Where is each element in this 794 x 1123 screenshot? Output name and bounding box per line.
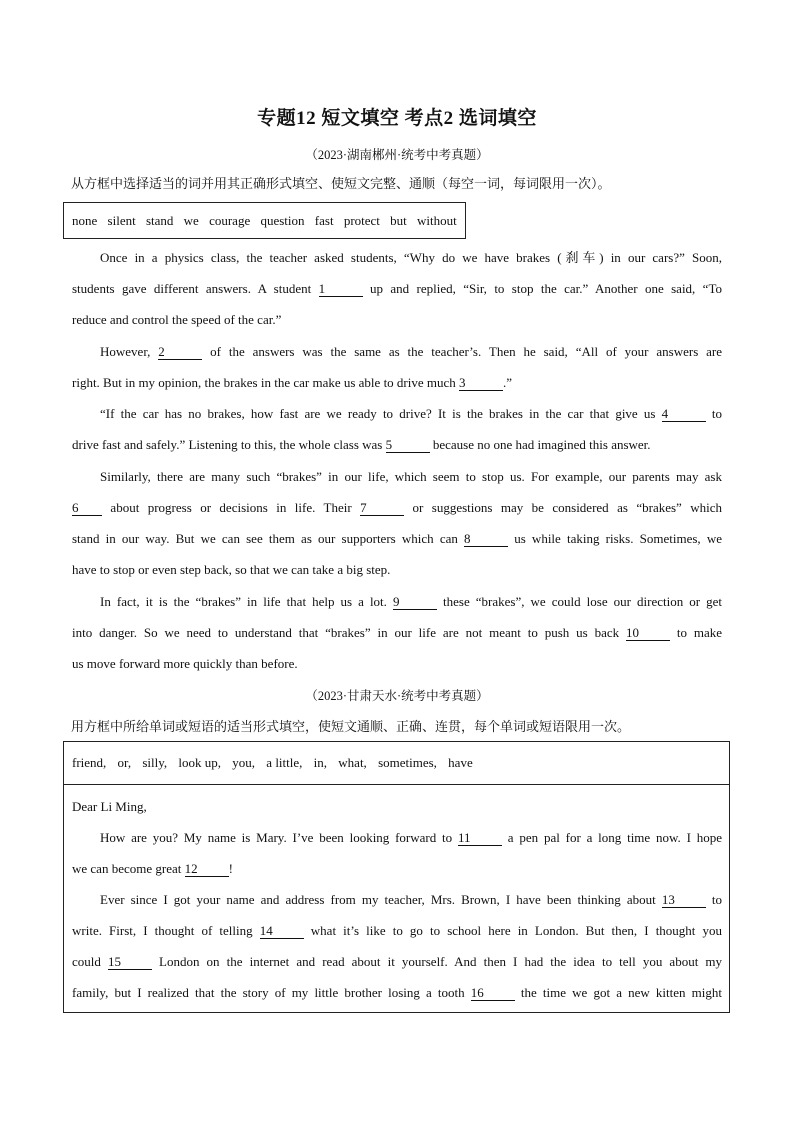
blank-6[interactable]: 6: [72, 501, 102, 516]
word-option: but: [390, 213, 407, 228]
blank-2[interactable]: 2: [158, 345, 202, 360]
word-option: or,: [117, 755, 132, 770]
blank-3[interactable]: 3: [459, 376, 503, 391]
blank-1[interactable]: 1: [319, 282, 363, 297]
letter-line: family, but I realized that the story of my little brother losing a tooth 16 the time we got a new kitten might: [72, 985, 722, 1000]
word-option: what,: [338, 755, 367, 770]
section1-word-box: [63, 202, 466, 239]
blank-14[interactable]: 14: [260, 924, 304, 939]
passage-line: 6 about progress or decisions in life. Their 7 or suggestions may be considered as “brakes” which: [72, 500, 722, 515]
letter-line: we can become great 12 !: [72, 861, 233, 876]
passage-line: right. But in my opinion, the brakes in the car make us able to drive much 3 .”: [72, 375, 513, 390]
word-option: fast: [314, 213, 334, 228]
word-option: you,: [232, 755, 256, 770]
letter-line: write. First, I thought of telling 14 what it’s like to go to school here in London. But then, I thought you: [72, 923, 723, 938]
blank-7[interactable]: 7: [360, 501, 404, 516]
word-option: in,: [313, 755, 328, 770]
word-option: friend,: [72, 755, 107, 770]
blank-9[interactable]: 9: [393, 595, 437, 610]
letter-line: How are you? My name is Mary. I’ve been looking forward to 11 a pen pal for a long time now. I hope: [100, 830, 722, 845]
passage-line: stand in our way. But we can see them as our supporters which can 8 us while taking risks. Sometimes, we: [72, 531, 722, 546]
passage-line: reduce and control the speed of the car.”: [72, 312, 282, 327]
letter-body: [72, 791, 722, 1008]
word-option: a little,: [266, 755, 303, 770]
passage-line: However, 2 of the answers was the same as the teacher’s. Then he said, “All of your answers are: [100, 344, 722, 359]
blank-13[interactable]: 13: [662, 893, 706, 908]
word-option: none: [72, 213, 98, 228]
section2-word-box: [64, 742, 729, 785]
word-option: question: [260, 213, 305, 228]
section2-instruction: 用方框中所给单词或短语的适当形式填空，使短文通顺、正确、连贯，每个单词或短语限用一次。: [71, 720, 631, 735]
word-option: have: [448, 755, 473, 770]
blank-16[interactable]: 16: [471, 986, 515, 1001]
blank-11[interactable]: 11: [458, 831, 502, 846]
word-option: look up,: [178, 755, 222, 770]
word-option: courage: [209, 213, 251, 228]
section1-source: （2023·湖南郴州·统考中考真题）: [305, 148, 489, 162]
passage-line: “If the car has no brakes, how fast are we ready to drive? It is the brakes in the car that give us 4 to: [100, 406, 722, 421]
word-option: protect: [343, 213, 380, 228]
section2-source: （2023·甘肃天水·统考中考真题）: [305, 689, 489, 703]
word-option: without: [417, 213, 457, 228]
letter-line: Ever since I got your name and address from my teacher, Mrs. Brown, I have been thinking about 13 to: [100, 892, 722, 907]
passage-line: us move forward more quickly than before.: [72, 656, 298, 671]
passage-line: into danger. So we need to understand that “brakes” in our life are not meant to push us back 10 to make: [72, 625, 723, 640]
blank-15[interactable]: 15: [108, 955, 152, 970]
page-title: 专题12 短文填空 考点2 选词填空: [257, 108, 537, 129]
word-option: silly,: [142, 755, 168, 770]
passage-line: Similarly, there are many such “brakes” in our life, which seem to stop us. For example, our parents may ask: [100, 469, 722, 484]
word-option: we: [183, 213, 199, 228]
word-option: sometimes,: [378, 755, 437, 770]
word-option: stand: [145, 213, 174, 228]
blank-10[interactable]: 10: [626, 626, 670, 641]
letter-greeting: Dear Li Ming,: [72, 799, 147, 814]
passage-line: Once in a physics class, the teacher asked students, “Why do we have brakes (刹车) in our cars?” Soon,: [100, 250, 722, 265]
word-option: silent: [107, 213, 136, 228]
blank-4[interactable]: 4: [662, 407, 706, 422]
section2-box: [63, 741, 730, 1013]
blank-5[interactable]: 5: [386, 438, 430, 453]
blank-8[interactable]: 8: [464, 532, 508, 547]
passage-line: In fact, it is the “brakes” in life that help us a lot. 9 these “brakes”, we could lose our direction or get: [100, 594, 723, 609]
passage-line: have to stop or even step back, so that we can take a big step.: [72, 562, 391, 577]
passage-line: students gave different answers. A student 1 up and replied, “Sir, to stop the car.” Another one said, “To: [72, 281, 722, 296]
blank-12[interactable]: 12: [185, 862, 229, 877]
letter-line: could 15 London on the internet and read about it yourself. And then I had the idea to tell you about my: [72, 954, 722, 969]
section1-instruction: 从方框中选择适当的词并用其正确形式填空、使短文完整、通顺（每空一词，每词限用一次）。: [71, 177, 611, 192]
passage-line: drive fast and safely.” Listening to this, the whole class was 5 because no one had imagined this answer.: [72, 437, 651, 452]
